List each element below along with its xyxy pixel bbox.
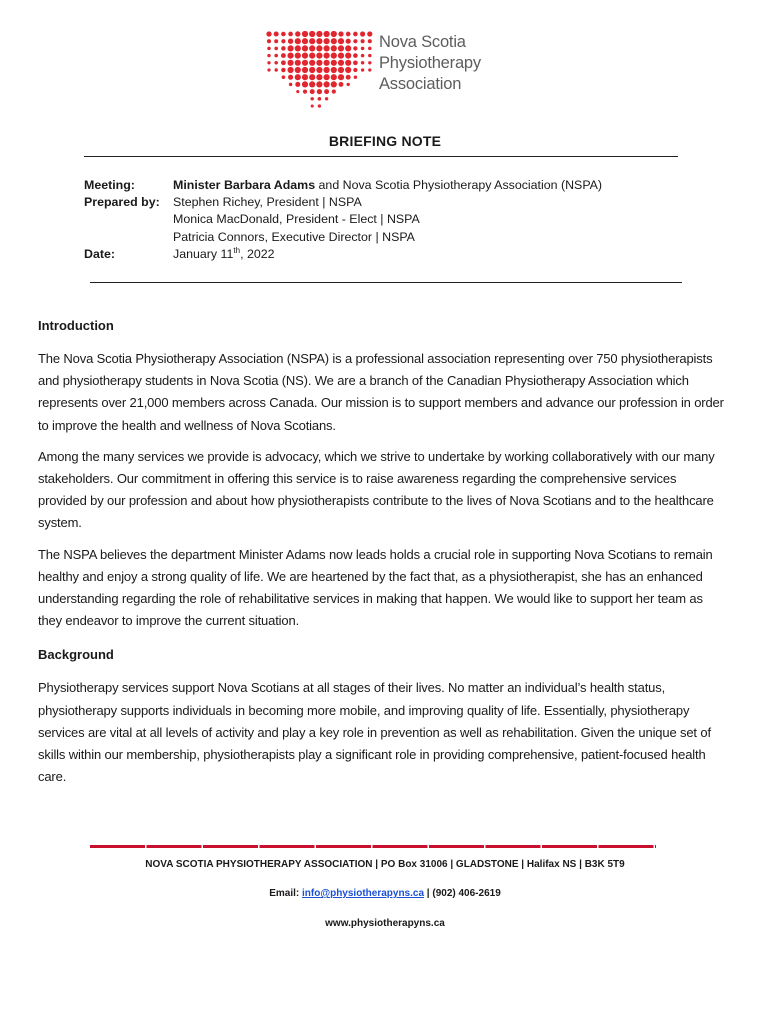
heart-dot — [274, 61, 278, 65]
heart-dot — [309, 81, 315, 87]
heart-dot — [289, 83, 293, 87]
heart-dot — [368, 39, 372, 43]
background-paragraph-1: Physiotherapy services support Nova Scotians at all stages of their lives. No matter an individual’s health status, physiotherapy supports individuals in becoming more mobile, and improving quality of life. Essentially, physiotherapy services are vital at all levels of activity and play a key role in prevention as well as rehabilitation. Given the unique set of skills within our membership, physiotherapists play a significant role in providing comprehensive, patient-focused health care. — [38, 680, 711, 785]
heart-dot — [288, 75, 293, 80]
date-prefix: January 11 — [173, 246, 234, 261]
heart-dot — [353, 46, 357, 50]
meeting-label: Meeting: — [84, 178, 135, 192]
introduction-paragraph-2: Among the many services we provide is advocacy, which we strive to undertake by working collaboratively with our many stakeholders. Our commitment in offering this service is to raise awareness regarding the comprehensive services provided by our profession and about how physiotherapists contribute to the lives of Nova Scotians and to the healthcare system. — [38, 448, 715, 531]
heart-dot — [288, 39, 293, 44]
heart-dot — [338, 60, 344, 66]
heart-dot — [338, 67, 344, 73]
heart-dot — [295, 74, 301, 80]
heart-dot — [295, 31, 300, 36]
document-title: BRIEFING NOTE — [328, 133, 442, 149]
heart-dot — [281, 60, 286, 65]
heart-dot — [324, 53, 330, 59]
heart-dot — [361, 61, 365, 65]
heart-dot — [346, 32, 351, 37]
introduction-heading: Introduction — [38, 318, 114, 333]
heart-dot — [368, 54, 371, 57]
heart-dot — [331, 81, 337, 87]
heart-dot — [345, 45, 351, 51]
heart-dot — [266, 31, 271, 36]
heart-dot — [360, 31, 365, 36]
heart-dot — [316, 31, 322, 37]
heart-dot — [295, 60, 301, 66]
heart-dot — [288, 32, 293, 37]
heart-dot — [331, 31, 337, 37]
heart-dot — [295, 67, 301, 73]
introduction-paragraph-1: The Nova Scotia Physiotherapy Association (NSPA) is a professional association representing over 750 physiotherapists and physiotherapy students in Nova Scotia (NS). We are a branch of the Canadian Physiotherapy Association which represents over 21,000 members across Canada. Our mission is to support members and advance our profession in order to improve the health and wellness of Nova Scotians. — [38, 351, 724, 433]
date-year: , 2022 — [240, 246, 275, 261]
date-label: Date: — [84, 246, 115, 261]
heart-dot — [368, 61, 371, 64]
heart-dot — [331, 38, 337, 44]
introduction-paragraph-3: The NSPA believes the department Minister Adams now leads holds a crucial role in supporting Nova Scotians to remain healthy and enjoy a strong quality of life. We are heartened by the fact that, as a physiotherapist, she has an enhanced understanding regarding the role of rehabilitative services in making that happen. We would like to support her team as they endeavor to improve the current situation. — [38, 546, 713, 629]
heart-dot — [267, 68, 270, 71]
heart-dot — [318, 97, 322, 101]
heart-dot — [338, 45, 344, 51]
heart-dot — [302, 53, 308, 59]
heart-dot — [310, 97, 313, 100]
heart-dot — [267, 61, 270, 64]
heart-dot — [324, 81, 330, 87]
heart-dot — [302, 67, 308, 73]
nspa-logo — [265, 30, 495, 110]
heart-dot — [274, 39, 278, 43]
heart-dot — [331, 67, 337, 73]
heart-dot — [353, 53, 358, 58]
heart-dot — [274, 47, 278, 51]
heart-dot — [361, 54, 365, 58]
heart-dot — [288, 45, 294, 51]
heart-dot — [346, 39, 351, 44]
footer-email-link[interactable]: info@physiotherapyns.ca — [302, 888, 425, 899]
document-body — [38, 317, 728, 797]
heart-dot — [338, 31, 343, 36]
meeting-name: Minister Barbara Adams — [173, 178, 316, 192]
heart-dot — [316, 53, 322, 59]
heart-dot — [309, 45, 315, 51]
meta-divider — [90, 282, 682, 283]
heart-dot — [295, 53, 301, 59]
date-suffix: th — [233, 245, 241, 255]
heart-dot — [324, 38, 330, 44]
heart-dot — [338, 38, 344, 44]
heart-dot — [331, 53, 337, 59]
heart-dot — [309, 31, 315, 37]
heart-dot — [310, 89, 315, 94]
heart-dot — [339, 82, 344, 87]
footer-email-label: Email: — [269, 888, 303, 899]
heart-dot — [324, 60, 330, 66]
heart-dot — [275, 68, 278, 71]
logo-line-1: Nova Scotia — [379, 33, 466, 51]
heart-dot — [345, 67, 351, 73]
heart-dot — [324, 67, 330, 73]
heart-dot — [281, 68, 285, 72]
logo-line-2: Physiotherapy — [379, 54, 481, 72]
heart-dot — [302, 81, 308, 87]
heart-dot — [353, 39, 357, 43]
heart-dot — [316, 38, 322, 44]
prepared-label: Prepared by: — [84, 195, 160, 210]
heart-dot — [274, 54, 278, 58]
heart-dot — [267, 39, 271, 43]
heart-dot — [324, 89, 329, 94]
heart-dot — [302, 38, 308, 44]
heart-dot — [345, 53, 351, 59]
footer-address: NOVA SCOTIA PHYSIOTHERAPY ASSOCIATION | PO Box 31006 | GLADSTONE | Halifax NS | B3K 5T9 — [145, 859, 625, 870]
heart-dot — [274, 31, 279, 36]
meeting-rest: and Nova Scotia Physiotherapy Association (NSPA) — [315, 178, 603, 192]
heart-dot — [324, 74, 330, 80]
footer-contact — [0, 888, 770, 899]
heart-dot — [267, 54, 270, 57]
heart-dot — [295, 82, 300, 87]
heart-dot — [345, 60, 351, 66]
heart-dot — [324, 45, 330, 51]
heart-dot — [309, 74, 315, 80]
heart-dot — [338, 53, 344, 59]
heart-dot — [332, 90, 336, 94]
footer-red-divider — [90, 845, 656, 848]
heart-dot — [309, 60, 315, 66]
heart-dot — [302, 31, 308, 37]
heart-dot — [361, 39, 365, 43]
logo-wordmark — [379, 32, 481, 95]
heart-dot — [311, 104, 314, 107]
heart-dot — [288, 60, 294, 66]
heart-dot — [288, 67, 294, 73]
heart-dot — [368, 47, 372, 51]
heart-dot — [281, 32, 286, 37]
heart-dot — [324, 31, 330, 37]
heart-dot — [309, 53, 315, 59]
title-divider — [84, 156, 678, 157]
heart-dot — [316, 74, 322, 80]
background-heading: Background — [38, 647, 114, 663]
heart-dot — [353, 32, 358, 37]
heart-dot — [367, 31, 372, 36]
heart-dot — [309, 67, 315, 73]
heart-dot — [302, 74, 308, 80]
preparer-1: Stephen Richey, President | NSPA — [173, 195, 362, 210]
heart-dot — [338, 74, 344, 80]
heart-dot — [353, 60, 358, 65]
heart-dot — [281, 46, 286, 51]
heart-dot — [353, 68, 357, 72]
preparer-2: Monica MacDonald, President - Elect | NSPA — [173, 212, 420, 227]
heart-dot — [267, 47, 271, 51]
heart-dot — [325, 97, 328, 100]
heart-dot — [309, 38, 315, 44]
heart-dot — [316, 60, 322, 66]
heart-dot — [316, 67, 322, 73]
footer-phone: | (902) 406-2619 — [424, 888, 501, 899]
preparer-3: Patricia Connors, Executive Director | NSPA — [173, 229, 415, 244]
logo-line-3: Association — [379, 75, 462, 93]
date-value — [173, 246, 275, 263]
heart-dot — [281, 39, 285, 43]
heart-dot — [296, 90, 299, 93]
heart-dot — [281, 53, 286, 58]
heart-dot — [361, 68, 364, 71]
heart-dot — [317, 89, 322, 94]
heart-dot — [361, 47, 365, 51]
heart-dot — [288, 53, 294, 59]
red-dotted-heart-icon — [265, 30, 373, 110]
heart-dot — [331, 45, 337, 51]
heart-dot — [354, 75, 357, 78]
heart-dot — [295, 45, 301, 51]
heart-dot — [331, 74, 337, 80]
heart-dot — [316, 45, 322, 51]
heart-dot — [302, 60, 308, 66]
heart-dot — [302, 45, 308, 51]
heart-dot — [368, 68, 371, 71]
heart-dot — [318, 104, 321, 107]
meeting-value — [173, 177, 602, 194]
heart-dot — [295, 38, 301, 44]
heart-dot — [282, 75, 286, 79]
heart-dot — [346, 75, 351, 80]
heart-dot — [316, 81, 322, 87]
heart-dot — [303, 90, 307, 94]
footer-website: www.physiotherapyns.ca — [325, 918, 445, 929]
heart-dot — [331, 60, 337, 66]
heart-dot — [347, 83, 350, 86]
